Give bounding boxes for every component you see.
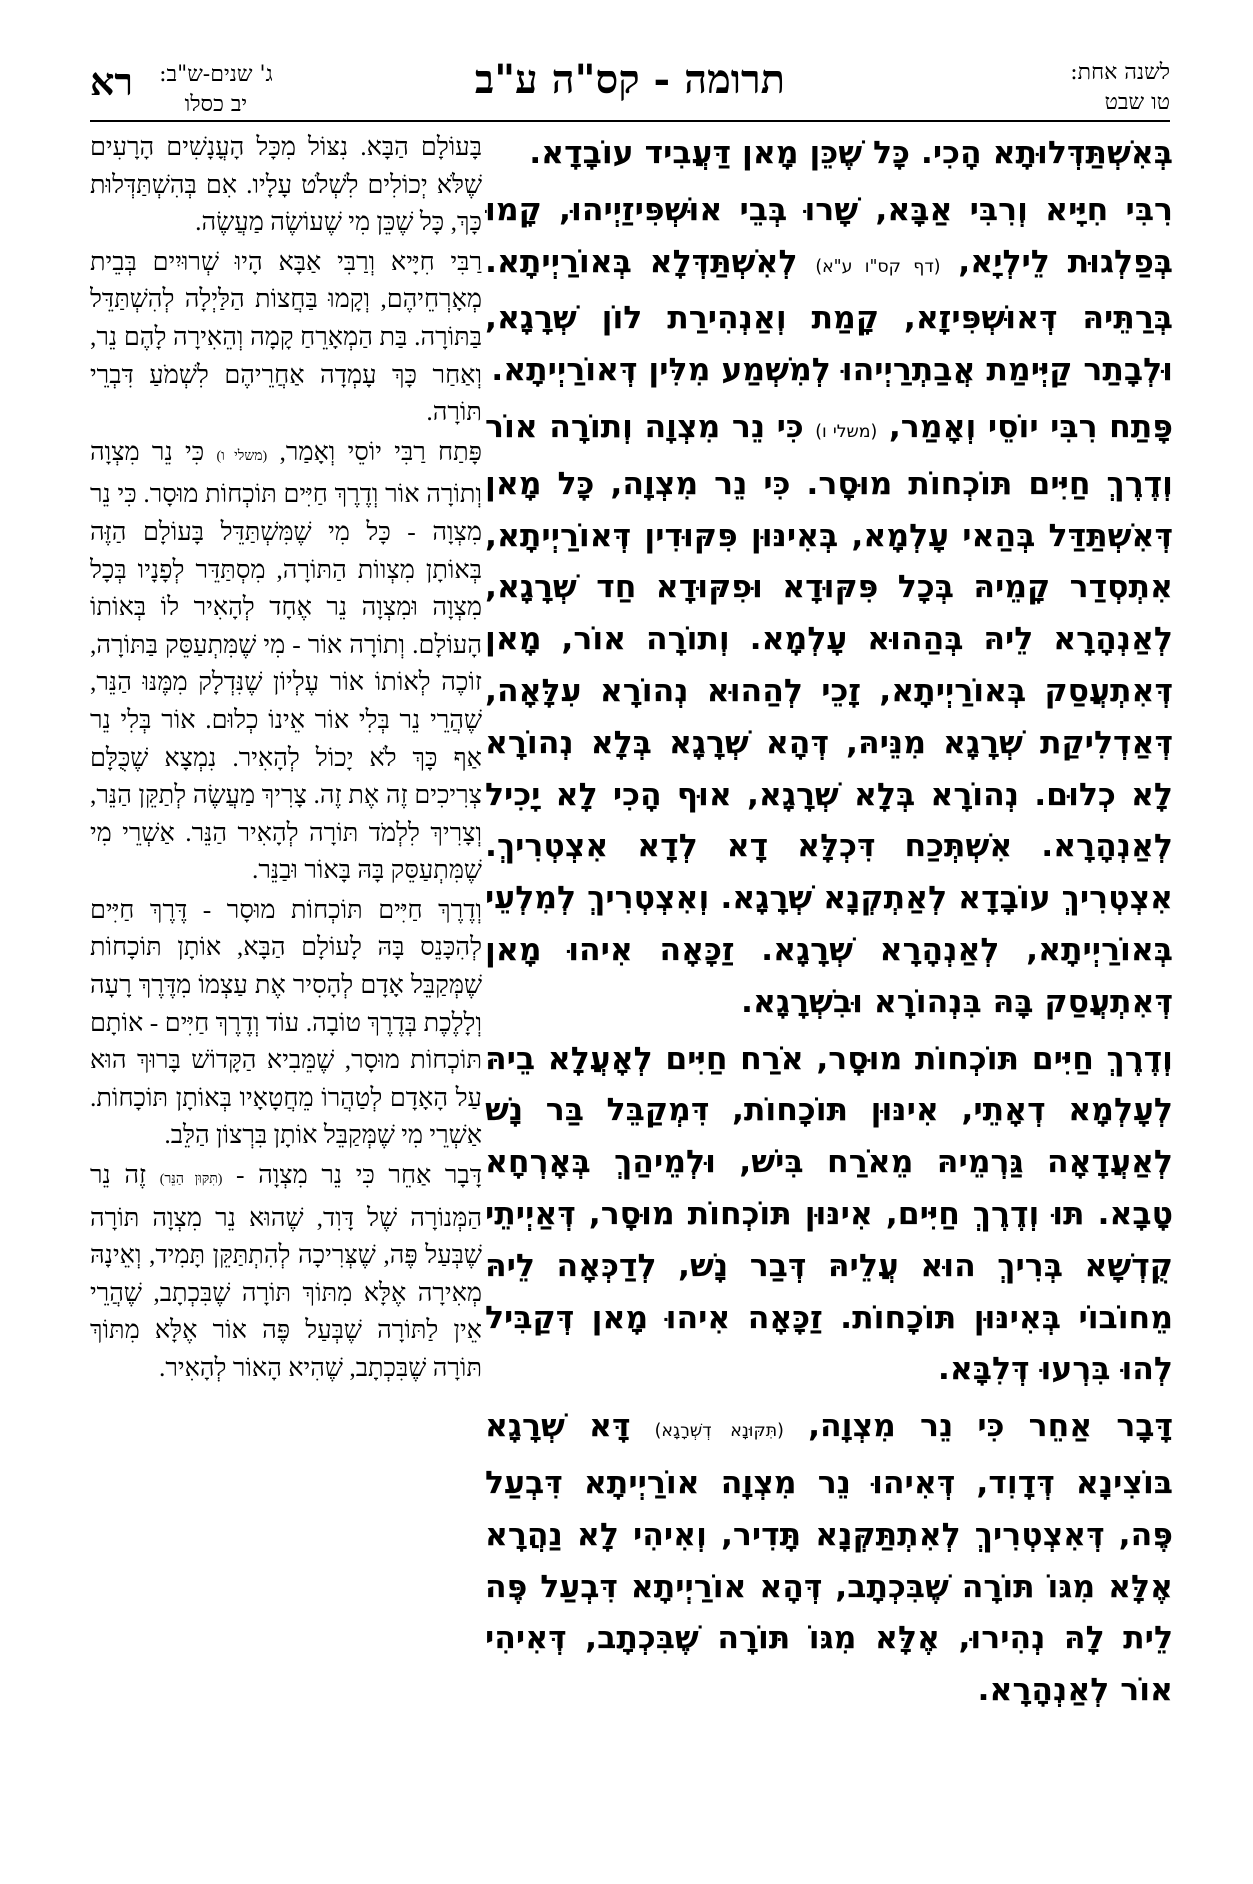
main-paragraph-text: דָּבָר אַחֵר כִּי נֵר מִצְוָה, <box>808 1408 1173 1445</box>
verse-reference: (משלי ו) <box>216 448 268 464</box>
page-title: תרומה - קס"ה ע"ב <box>474 56 786 103</box>
schedule-date-three-years: יב כסלו <box>184 92 248 117</box>
main-paragraph-text: בְּאִשְׁתַּדְּלוּתָא הָכִי. כָּל שֶׁכֵּן מָאן דַּעֲבִיד עוֹבָדָא. <box>529 135 1173 171</box>
main-paragraph-text: רִבִּי חִיָּיא וְרִבִּי אַבָּא, שָׁרוּ בְּבֵי אוּשְׁפִּיזַיְיהוּ, קָמוּ בְּפַלְגוּת לֵילְיָא, <box>485 191 1173 280</box>
schedule-label-one-year: לשנה אחת: <box>1070 60 1170 85</box>
translation-paragraph-text: פָּתַח רַבִּי יוֹסֵי וְאָמַר, <box>279 436 482 466</box>
translation-paragraph-text: וְדֶרֶךְ חַיִּים תּוֹכְחוֹת מוּסָר - דֶּרֶךְ חַיִּים לְהִכָּנֵס בָּהּ לָעוֹלָם הַבָּא, אוֹתָן תּוֹכָחוֹת שֶׁמְּקַבֵּל אָדָם לְהָסִיר אֶת עַצְמוֹ מִדֶּרֶךְ רָעָה וְלָלֶכֶת בְּדֶרֶךְ טוֹבָה. עוֹד וְדֶרֶךְ חַיִּים - אוֹתָם תּוֹכְחוֹת מוּסָר, שֶׁמֵּבִיא הַקָּדוֹשׁ בָּרוּךְ הוּא עַל הָאָדָם לְטַהֲרוֹ מֵחֲטָאָיו בְּאוֹתָן תּוֹכָחוֹת. אַשְׁרֵי מִי שֶׁמְּקַבֵּל אוֹתָן בִּרְצוֹן הַלֵּב. <box>90 894 482 1150</box>
page-number: רא <box>90 59 134 104</box>
main-paragraph-text: וְדֶרֶךְ חַיִּים תּוֹכְחוֹת מוּסָר, אֹרַח חַיִּים לְאָעֲלָא בֵיהּ לְעָלְמָא דְאָתֵי, אִינּוּן תּוֹכָחוֹת, דִּמְקַבֵּל בַּר נָשׁ לְאַעֲדָאָה גַּרְמֵיהּ מֵאֹרַח בִּישׁ, וּלְמֵיהַךְ בְּאָרְחָא טָבָא. תּוּ וְדֶרֶךְ חַיִּים, אִינּוּן תּוֹכְחוֹת מוּסָר, דְּאַיְיתֵי קֻדְשָׁא בְּרִיךְ הוּא עֲלֵיהּ דְּבַר נָשׁ, לְדַכְּאָה לֵיהּ מֵחוֹבוֹי בְּאִינּוּן תּוֹכָחוֹת. זַכָּאָה אִיהוּ מָאן דְּקַבִּיל לְהוּ בִּרְעוּ דְּלִבָּא. <box>485 1040 1173 1388</box>
section-heading-note: (תִּקּוּן הַנֵּר) <box>159 1172 223 1188</box>
translation-paragraph-text: רַבִּי חִיָּיא וְרַבִּי אַבָּא הָיוּ שְׁרוּיִים בְּבֵית מְאָרְחֵיהֶם, וְקָמוּ בַּחֲצוֹת הַלַּיְלָה לְהִשְׁתַּדֵּל בַּתּוֹרָה. בַּת הַמְאָרֵחַ קָמָה וְהֵאִירָה לָהֶם נֵר, וְאַחַר כָּךְ עָמְדָה אַחֲרֵיהֶם לִשְׁמֹעַ דִּבְרֵי תּוֹרָה. <box>90 246 482 427</box>
translation-paragraph-text: דָּבָר אַחֵר כִּי נֵר מִצְוָה - <box>236 1160 482 1190</box>
translation-paragraph <box>90 243 482 431</box>
verse-reference: (משלי ו) <box>815 421 878 442</box>
main-paragraph <box>485 185 1173 397</box>
translation-paragraph-text-continued: כִּי נֵר מִצְוָה וְתוֹרָה אוֹר וְדֶרֶךְ חַיִּים תּוֹכְחוֹת מוּסָר. כִּי נֵר מִצְוָה - כָּל מִי שֶׁמִּשְׁתַּדֵּל בָּעוֹלָם הַזֶּה בְּאוֹתָן מִצְווֹת הַתּוֹרָה, מִסְתַּדֵּר לְפָנָיו בְּכָל מִצְוָה וּמִצְוָה נֵר אֶחָד לְהָאִיר לוֹ בְּאוֹתוֹ הָעוֹלָם. וְתוֹרָה אוֹר - מִי שֶׁמִּתְעַסֵּק בַּתּוֹרָה, זוֹכֶה לְאוֹתוֹ אוֹר עֶלְיוֹן שֶׁנִּדְלָק מִמֶּנּוּ הַנֵּר, שֶׁהֲרֵי נֵר בְּלִי אוֹר אֵינוֹ כְלוּם. אוֹר בְּלִי נֵר אַף כָּךְ לֹא יָכוֹל לְהָאִיר. נִמְצָא שֶׁכֻּלָּם צְרִיכִים זֶה אֶת זֶה. צָרִיךְ מַעֲשֶׂה לְתַקֵּן הַנֵּר, וְצָרִיךְ לִלְמֹד תּוֹרָה לְהָאִיר הַנֵּר. אַשְׁרֵי מִי שֶׁמִּתְעַסֵּק בָּהּ בָּאוֹר וּבַנֵּר. <box>90 436 482 885</box>
hebrew-translation-column <box>90 128 482 1788</box>
translation-paragraph-text: בָּעוֹלָם הַבָּא. נִצּוֹל מִכָּל הָעֳנָשִׁים הָרָעִים שֶׁלֹּא יְכוֹלִים לִשְׁלֹט עָלָיו. אִם בְּהִשְׁתַּדְּלוּת כָּךְ, כָּל שֶׁכֵּן מִי שֶׁעוֹשֶׂה מַעֲשֶׂה. <box>90 132 482 237</box>
main-paragraph <box>485 128 1173 180</box>
reading-schedule-three-years <box>90 60 273 120</box>
translation-paragraph <box>90 128 482 241</box>
main-paragraph-text-continued: דָּא שְׁרָגָא בּוֹצִינָא דְּדָוִד, דְּאִיהוּ נֵר מִצְוָה אוֹרַיְיתָא דִּבְעַל פֶּה, דְּאִצְטְרִיךְ לְאִתְתַּקְּנָא תָּדִיר, וְאִיהִי לָא נַהֲרָא אֶלָּא מִגּוֹ תּוֹרָה שֶׁבִּכְתָב, דְּהָא אוֹרַיְיתָא דִּבְעַל פֶּה לֵית לָהּ נְהִירוּ, אֶלָּא מִגּוֹ תּוֹרָה שֶׁבִּכְתָב, דְּאִיהִי אוֹר לְאַנְהָרָא. <box>485 1408 1173 1709</box>
main-paragraph-text: פָּתַח רִבִּי יוֹסֵי וְאָמַר, <box>888 408 1173 445</box>
schedule-date-one-year: טו שבט <box>1104 90 1170 115</box>
main-paragraph-text-continued: כִּי נֵר מִצְוָה וְתוֹרָה אוֹר וְדֶרֶךְ חַיִּים תּוֹכְחוֹת מוּסָר. כִּי נֵר מִצְוָה, כָּל מָאן דְּאִשְׁתַּדַּל בְּהַאי עָלְמָא, בְּאִינּוּן פִּקּוּדִין דְּאוֹרַיְיתָא, אִתְסְדַר קָמֵיהּ בְּכָל פִּקּוּדָא וּפִקּוּדָא חַד שְׁרָגָא, לְאַנְהָרָא לֵיהּ בְּהַהוּא עָלְמָא. וְתוֹרָה אוֹר, מָאן דְּאִתְעֲסַק בְּאוֹרַיְיתָא, זָכֵי לְהַהוּא נְהוֹרָא עִלָּאָה, דְּאַדְלִיקַת שְׁרָגָא מִנֵּיהּ, דְּהָא שְׁרָגָא בְּלָא נְהוֹרָא לָא כְלוּם. נְהוֹרָא בְּלָא שְׁרָגָא, אוּף הָכִי לָא יָכִיל לְאַנְהָרָא. אִשְׁתְּכַח דִּכְלָּא דָא לְדָא אִצְטְרִיךְ. אִצְטְרִיךְ עוֹבָדָא לְאַתְקְנָא שְׁרָגָא. וְאִצְטְרִיךְ לְמִלְעֵי בְּאוֹרַיְיתָא, לְאַנְהָרָא שְׁרָגָא. זַכָּאָה אִיהוּ מָאן דְּאִתְעֲסַק בָּהּ בִּנְהוֹרָא וּבִשְׁרָגָא. <box>485 408 1173 1020</box>
section-heading-note: (תִּקּוּנָא דְשְׁרָגָא) <box>654 1421 784 1442</box>
main-paragraph-text-continued: לְאִשְׁתַּדְּלָא בְּאוֹרַיְיתָא. בְּרַתֵּיהּ דְּאוּשְׁפִּיזָא, קָמַת וְאַנְהִירַת לוֹן שְׁרָגָא, וּלְבָתַר קַיְּימַת אֲבַתְרַיְיהוּ לְמִשְׁמַע מִלִּין דְּאוֹרַיְיתָא. <box>485 243 1173 389</box>
page-header <box>90 52 1170 118</box>
main-paragraph <box>485 1401 1173 1717</box>
translation-paragraph <box>90 433 482 889</box>
main-paragraph <box>485 402 1173 1029</box>
translation-paragraph <box>90 891 482 1154</box>
translation-paragraph <box>90 1156 482 1387</box>
translation-paragraph-text-continued: זֶה נֵר הַמְּנוֹרָה שֶׁל דָּוִד, שֶׁהוּא נֵר מִצְוָה תּוֹרָה שֶׁבְּעַל פֶּה, שֶׁצְּרִיכָה לְהִתְתַּקֵּן תָּמִיד, וְאֵינָהּ מְאִירָה אֶלָּא מִתּוֹךְ תּוֹרָה שֶׁבִּכְתָב, שֶׁהֲרֵי אֵין לַתּוֹרָה שֶׁבְּעַל פֶּה אוֹר אֶלָּא מִתּוֹךְ תּוֹרָה שֶׁבִּכְתָב, שֶׁהִיא הָאוֹר לְהָאִיר. <box>90 1160 482 1382</box>
main-paragraph <box>485 1034 1173 1397</box>
schedule-label-three-years: ג' שנים-ש"ב: <box>159 62 273 87</box>
aramaic-text-column <box>485 128 1173 1788</box>
header-divider <box>90 120 1170 122</box>
page-reference: (דף קס"ו ע"א) <box>815 256 941 277</box>
